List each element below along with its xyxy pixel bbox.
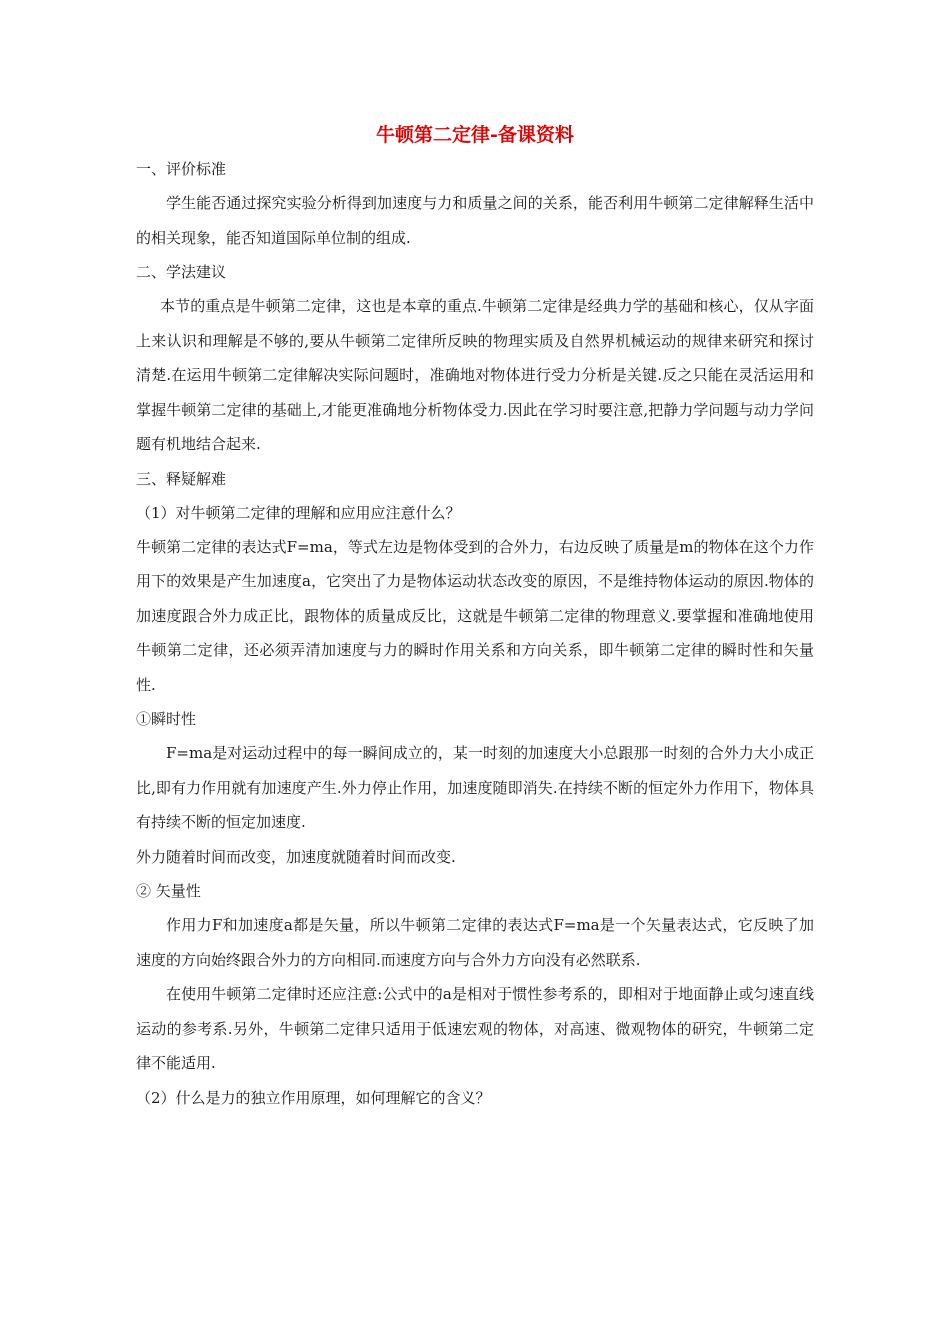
document-page <box>136 120 814 1115</box>
paragraph: 在使用牛顿第二定律时还应注意:公式中的a是相对于惯性参考系的，即相对于地面静止或匀速直线运动的参考系.另外，牛顿第二定律只适用于低速宏观的物体，对高速、微观物体的研究，牛顿第二定律不能适用. <box>136 985 814 1072</box>
paragraph: 学生能否通过探究实验分析得到加速度与力和质量之间的关系，能否利用牛顿第二定律解释生活中的相关现象，能否知道国际单位制的组成. <box>136 194 814 247</box>
paragraph: 外力随着时间而改变，加速度就随着时间而改变. <box>136 847 456 866</box>
section-heading-questions: 三、释疑解难 <box>136 469 227 488</box>
item-heading-vector: ② 矢量性 <box>136 882 201 900</box>
paragraph: 牛顿第二定律的表达式F=ma，等式左边是物体受到的合外力，右边反映了质量是m的物体在这个力作用下的效果是产生加速度a，它突出了力是物体运动状态改变的原因，不是维持物体运动的原因.物体的加速度跟合外力成正比，跟物体的质量成反比，这就是牛顿第二定律的物理意义.要掌握和准确地使用牛顿第二定律，还必须弄清加速度与力的瞬时作用关系和方向关系，即牛顿第二定律的瞬时性和矢量性. <box>136 537 814 694</box>
paragraph: 作用力F和加速度a都是矢量，所以牛顿第二定律的表达式F=ma是一个矢量表达式，它反映了加速度的方向始终跟合外力的方向相同.而速度方向与合外力方向没有必然联系. <box>136 916 814 969</box>
section-heading-evaluation: 一、评价标准 <box>136 160 227 178</box>
question-heading-2: （2）什么是力的独立作用原理，如何理解它的含义？ <box>136 1088 491 1107</box>
document-title: 牛顿第二定律-备课资料 <box>376 124 574 146</box>
item-heading-instantaneity: ①瞬时性 <box>136 710 197 728</box>
paragraph: F=ma是对运动过程中的每一瞬间成立的，某一时刻的加速度大小总跟那一时刻的合外力大小成正比,即有力作用就有加速度产生.外力停止作用，加速度随即消失.在持续不断的恒定外力作用下，物体具有持续不断的恒定加速度. <box>136 744 814 831</box>
question-heading-1: （1）对牛顿第二定律的理解和应用应注意什么？ <box>136 503 461 522</box>
section-heading-study-advice: 二、学法建议 <box>136 263 227 281</box>
paragraph: 本节的重点是牛顿第二定律，这也是本章的重点.牛顿第二定律是经典力学的基础和核心，仅从字面上来认识和理解是不够的,要从牛顿第二定律所反映的物理实质及自然界机械运动的规律来研究和探讨清楚.在运用牛顿第二定律解决实际问题时，准确地对物体进行受力分析是关键.反之只能在灵活运用和掌握牛顿第二定律的基础上,才能更准确地分析物体受力.因此在学习时要注意,把静力学问题与动力学问题有机地结合起来. <box>136 297 814 453</box>
